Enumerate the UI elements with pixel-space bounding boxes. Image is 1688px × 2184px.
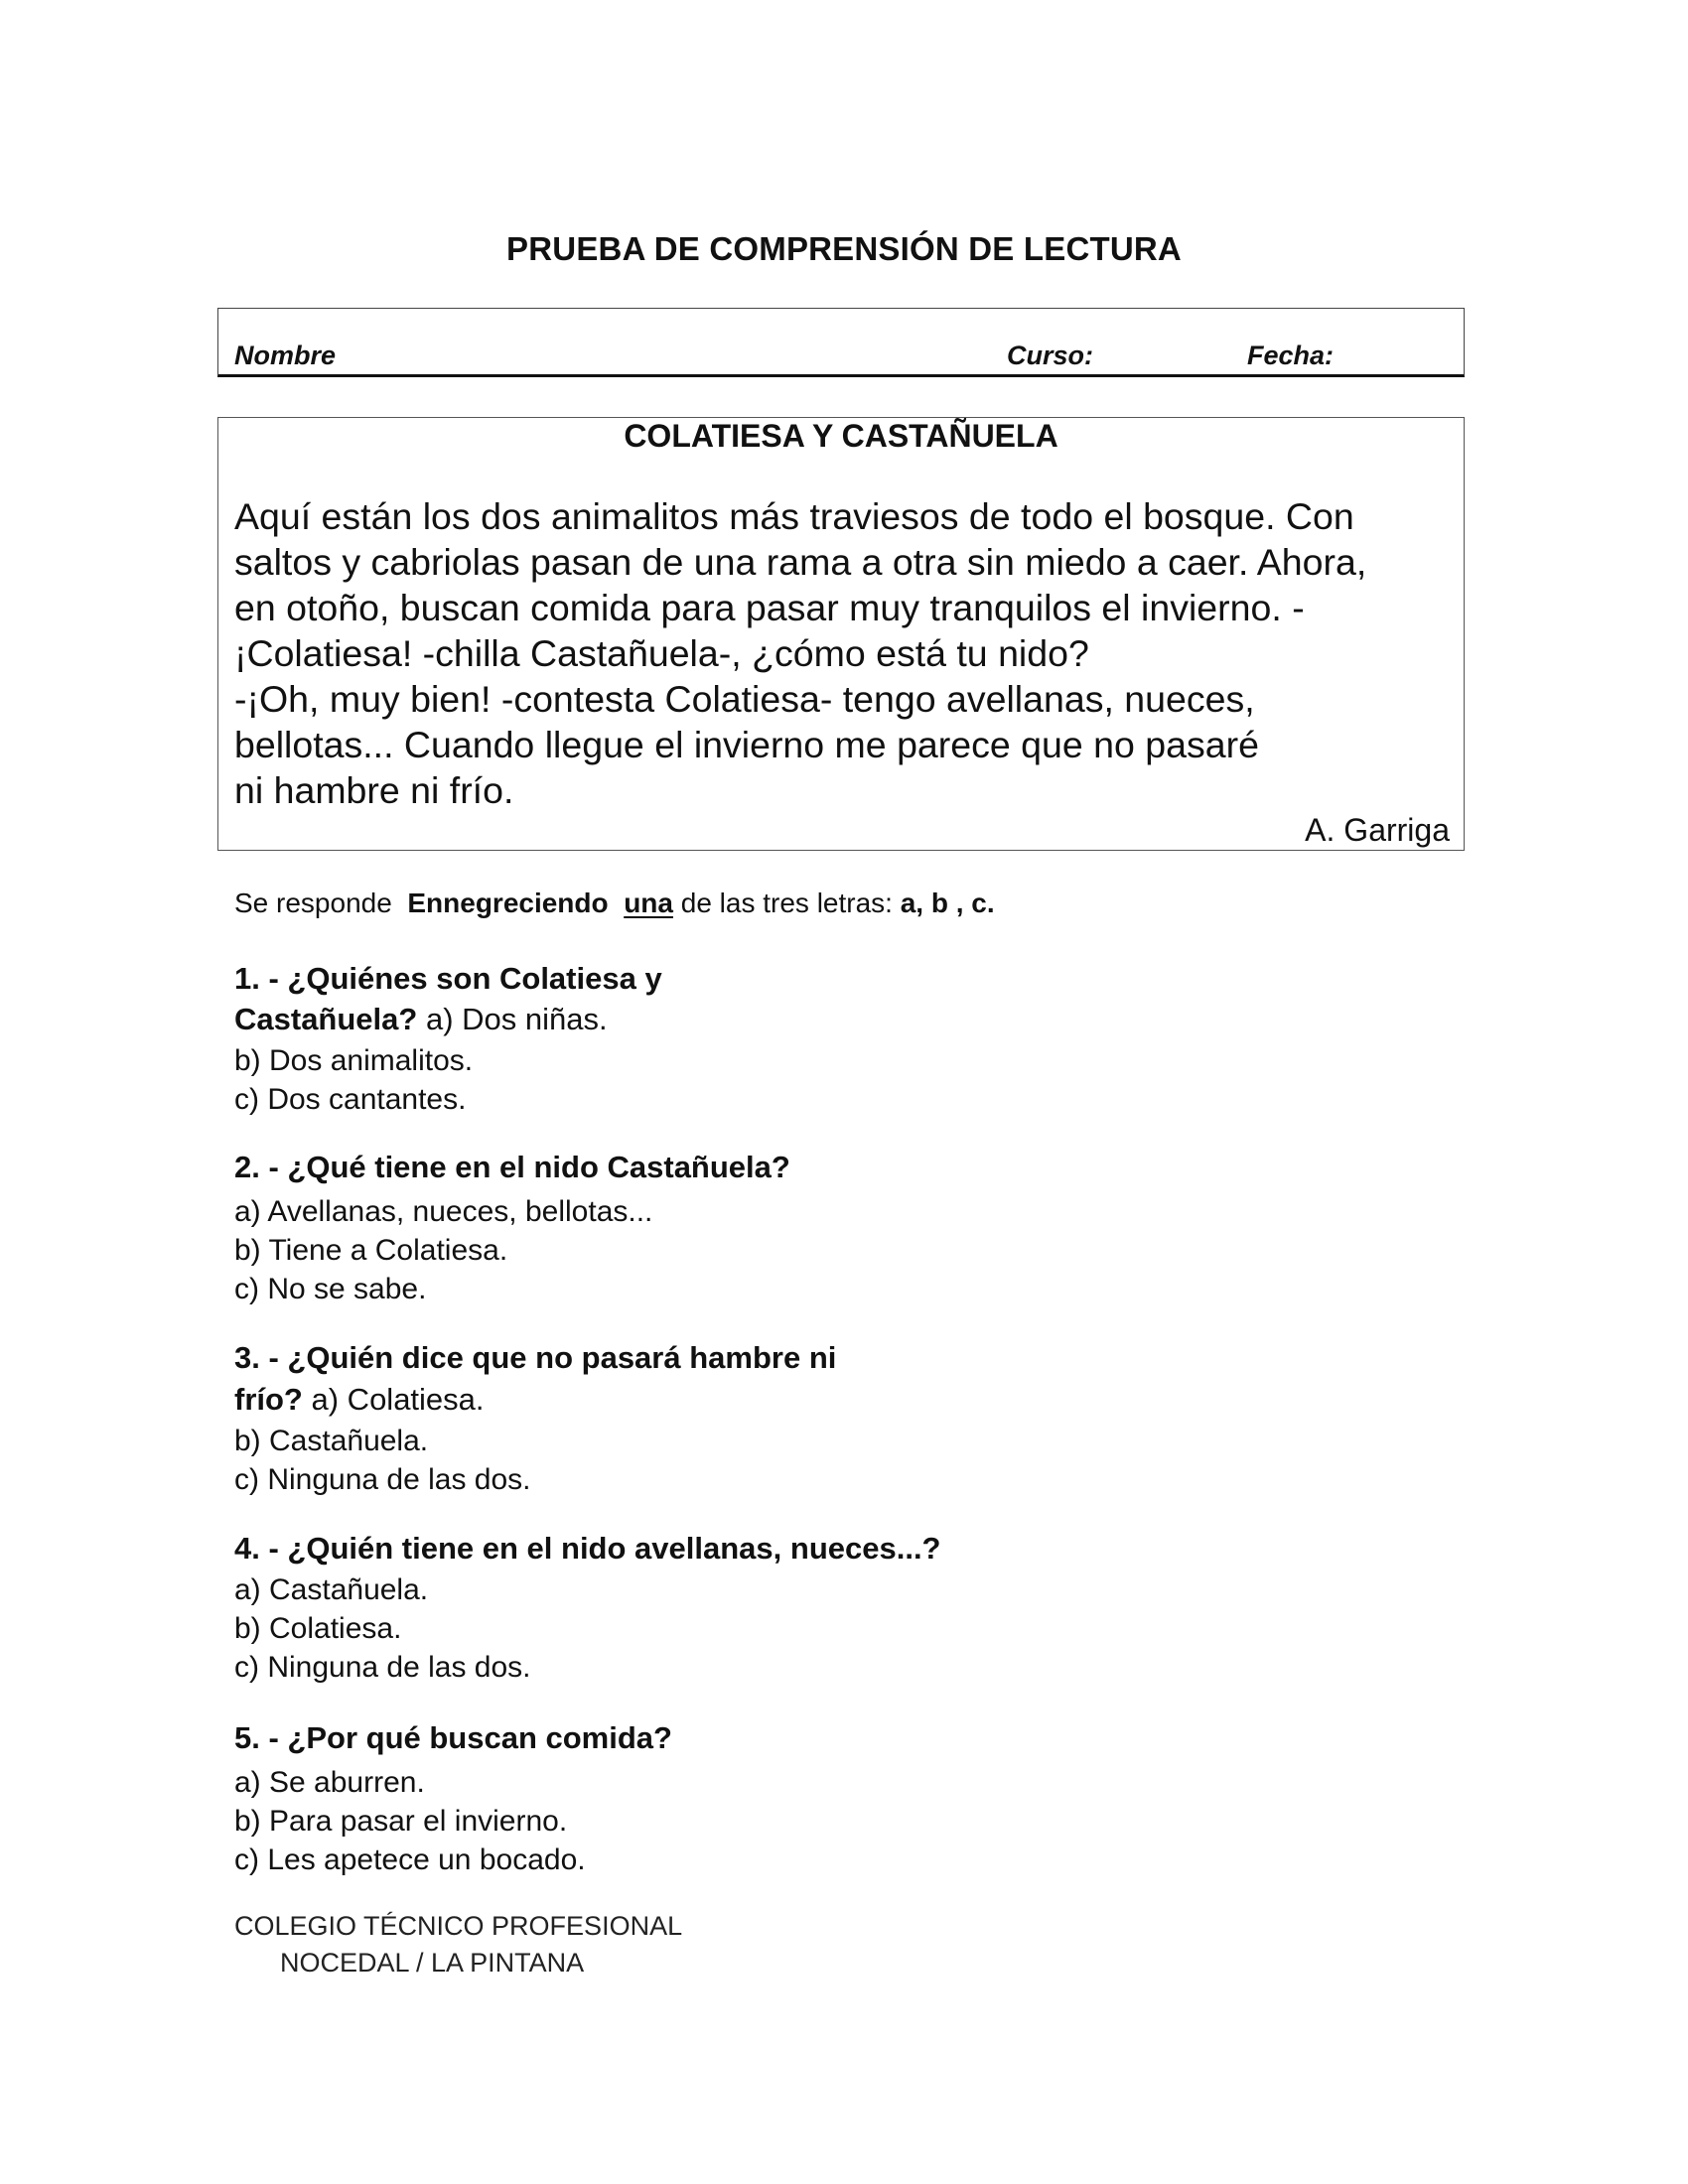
instructions-bold: Ennegreciendo	[407, 887, 609, 918]
question-3-heading: 3. - ¿Quién dice que no pasará hambre ni	[234, 1340, 837, 1375]
question-1-heading: 1. - ¿Quiénes son Colatiesa y	[234, 961, 662, 996]
question-4-option-a[interactable]: a) Castañuela.	[234, 1573, 429, 1606]
question-3-heading-line2: frío?	[234, 1382, 303, 1417]
story-line: ¡Colatiesa! -chilla Castañuela-, ¿cómo está tu nido?	[234, 632, 1089, 674]
fecha-label: Fecha:	[1247, 341, 1335, 370]
question-3-heading-cont	[234, 1382, 485, 1418]
curso-label: Curso:	[1007, 341, 1093, 370]
school-location: NOCEDAL / LA PINTANA	[280, 1948, 585, 1978]
story-line: en otoño, buscan comida para pasar muy tranquilos el invierno. -	[234, 587, 1305, 628]
question-2-option-b[interactable]: b) Tiene a Colatiesa.	[234, 1234, 508, 1267]
story-line: saltos y cabriolas pasan de una rama a otra sin miedo a caer. Ahora,	[234, 541, 1367, 583]
story-line: Aquí están los dos animalitos más traviesos de todo el bosque. Con	[234, 495, 1354, 537]
instructions-prefix: Se responde	[234, 887, 400, 918]
question-4-heading: 4. - ¿Quién tiene en el nido avellanas, nueces...?	[234, 1531, 941, 1566]
question-1-heading-cont	[234, 1002, 608, 1037]
nombre-label: Nombre	[234, 341, 337, 370]
question-5-heading: 5. - ¿Por qué buscan comida?	[234, 1720, 672, 1755]
question-1-option-c[interactable]: c) Dos cantantes.	[234, 1083, 467, 1116]
story-line: bellotas... Cuando llegue el invierno me parece que no pasaré	[234, 724, 1259, 765]
question-3-option-a[interactable]: a) Colatiesa.	[311, 1382, 485, 1417]
school-name: COLEGIO TÉCNICO PROFESIONAL	[234, 1911, 683, 1941]
question-3-option-c[interactable]: c) Ninguna de las dos.	[234, 1463, 531, 1496]
question-2-option-a[interactable]: a) Avellanas, nueces, bellotas...	[234, 1195, 653, 1228]
story-line: -¡Oh, muy bien! -contesta Colatiesa- tengo avellanas, nueces,	[234, 678, 1255, 720]
question-1-option-b[interactable]: b) Dos animalitos.	[234, 1044, 474, 1077]
instructions-underlined: una	[624, 887, 673, 918]
question-5-option-c[interactable]: c) Les apetece un bocado.	[234, 1843, 586, 1876]
question-3-option-b[interactable]: b) Castañuela.	[234, 1425, 429, 1457]
instructions-letters: a, b , c.	[892, 887, 995, 918]
story-line: ni hambre ni frío.	[234, 769, 514, 811]
question-2-option-c[interactable]: c) No se sabe.	[234, 1273, 427, 1305]
question-4-option-b[interactable]: b) Colatiesa.	[234, 1612, 402, 1645]
question-4-option-c[interactable]: c) Ninguna de las dos.	[234, 1651, 531, 1684]
page-title: PRUEBA DE COMPRENSIÓN DE LECTURA	[506, 230, 1182, 267]
story-title: COLATIESA Y CASTAÑUELA	[624, 418, 1058, 454]
question-1-heading-line2: Castañuela?	[234, 1002, 418, 1036]
story-author: A. Garriga	[1305, 812, 1450, 848]
question-1-option-a[interactable]: a) Dos niñas.	[425, 1002, 608, 1036]
instructions-middle: de las tres letras:	[672, 887, 893, 918]
question-5-option-b[interactable]: b) Para pasar el invierno.	[234, 1805, 568, 1838]
instructions	[234, 887, 995, 919]
question-2-heading: 2. - ¿Qué tiene en el nido Castañuela?	[234, 1150, 790, 1184]
question-5-option-a[interactable]: a) Se aburren.	[234, 1766, 425, 1799]
